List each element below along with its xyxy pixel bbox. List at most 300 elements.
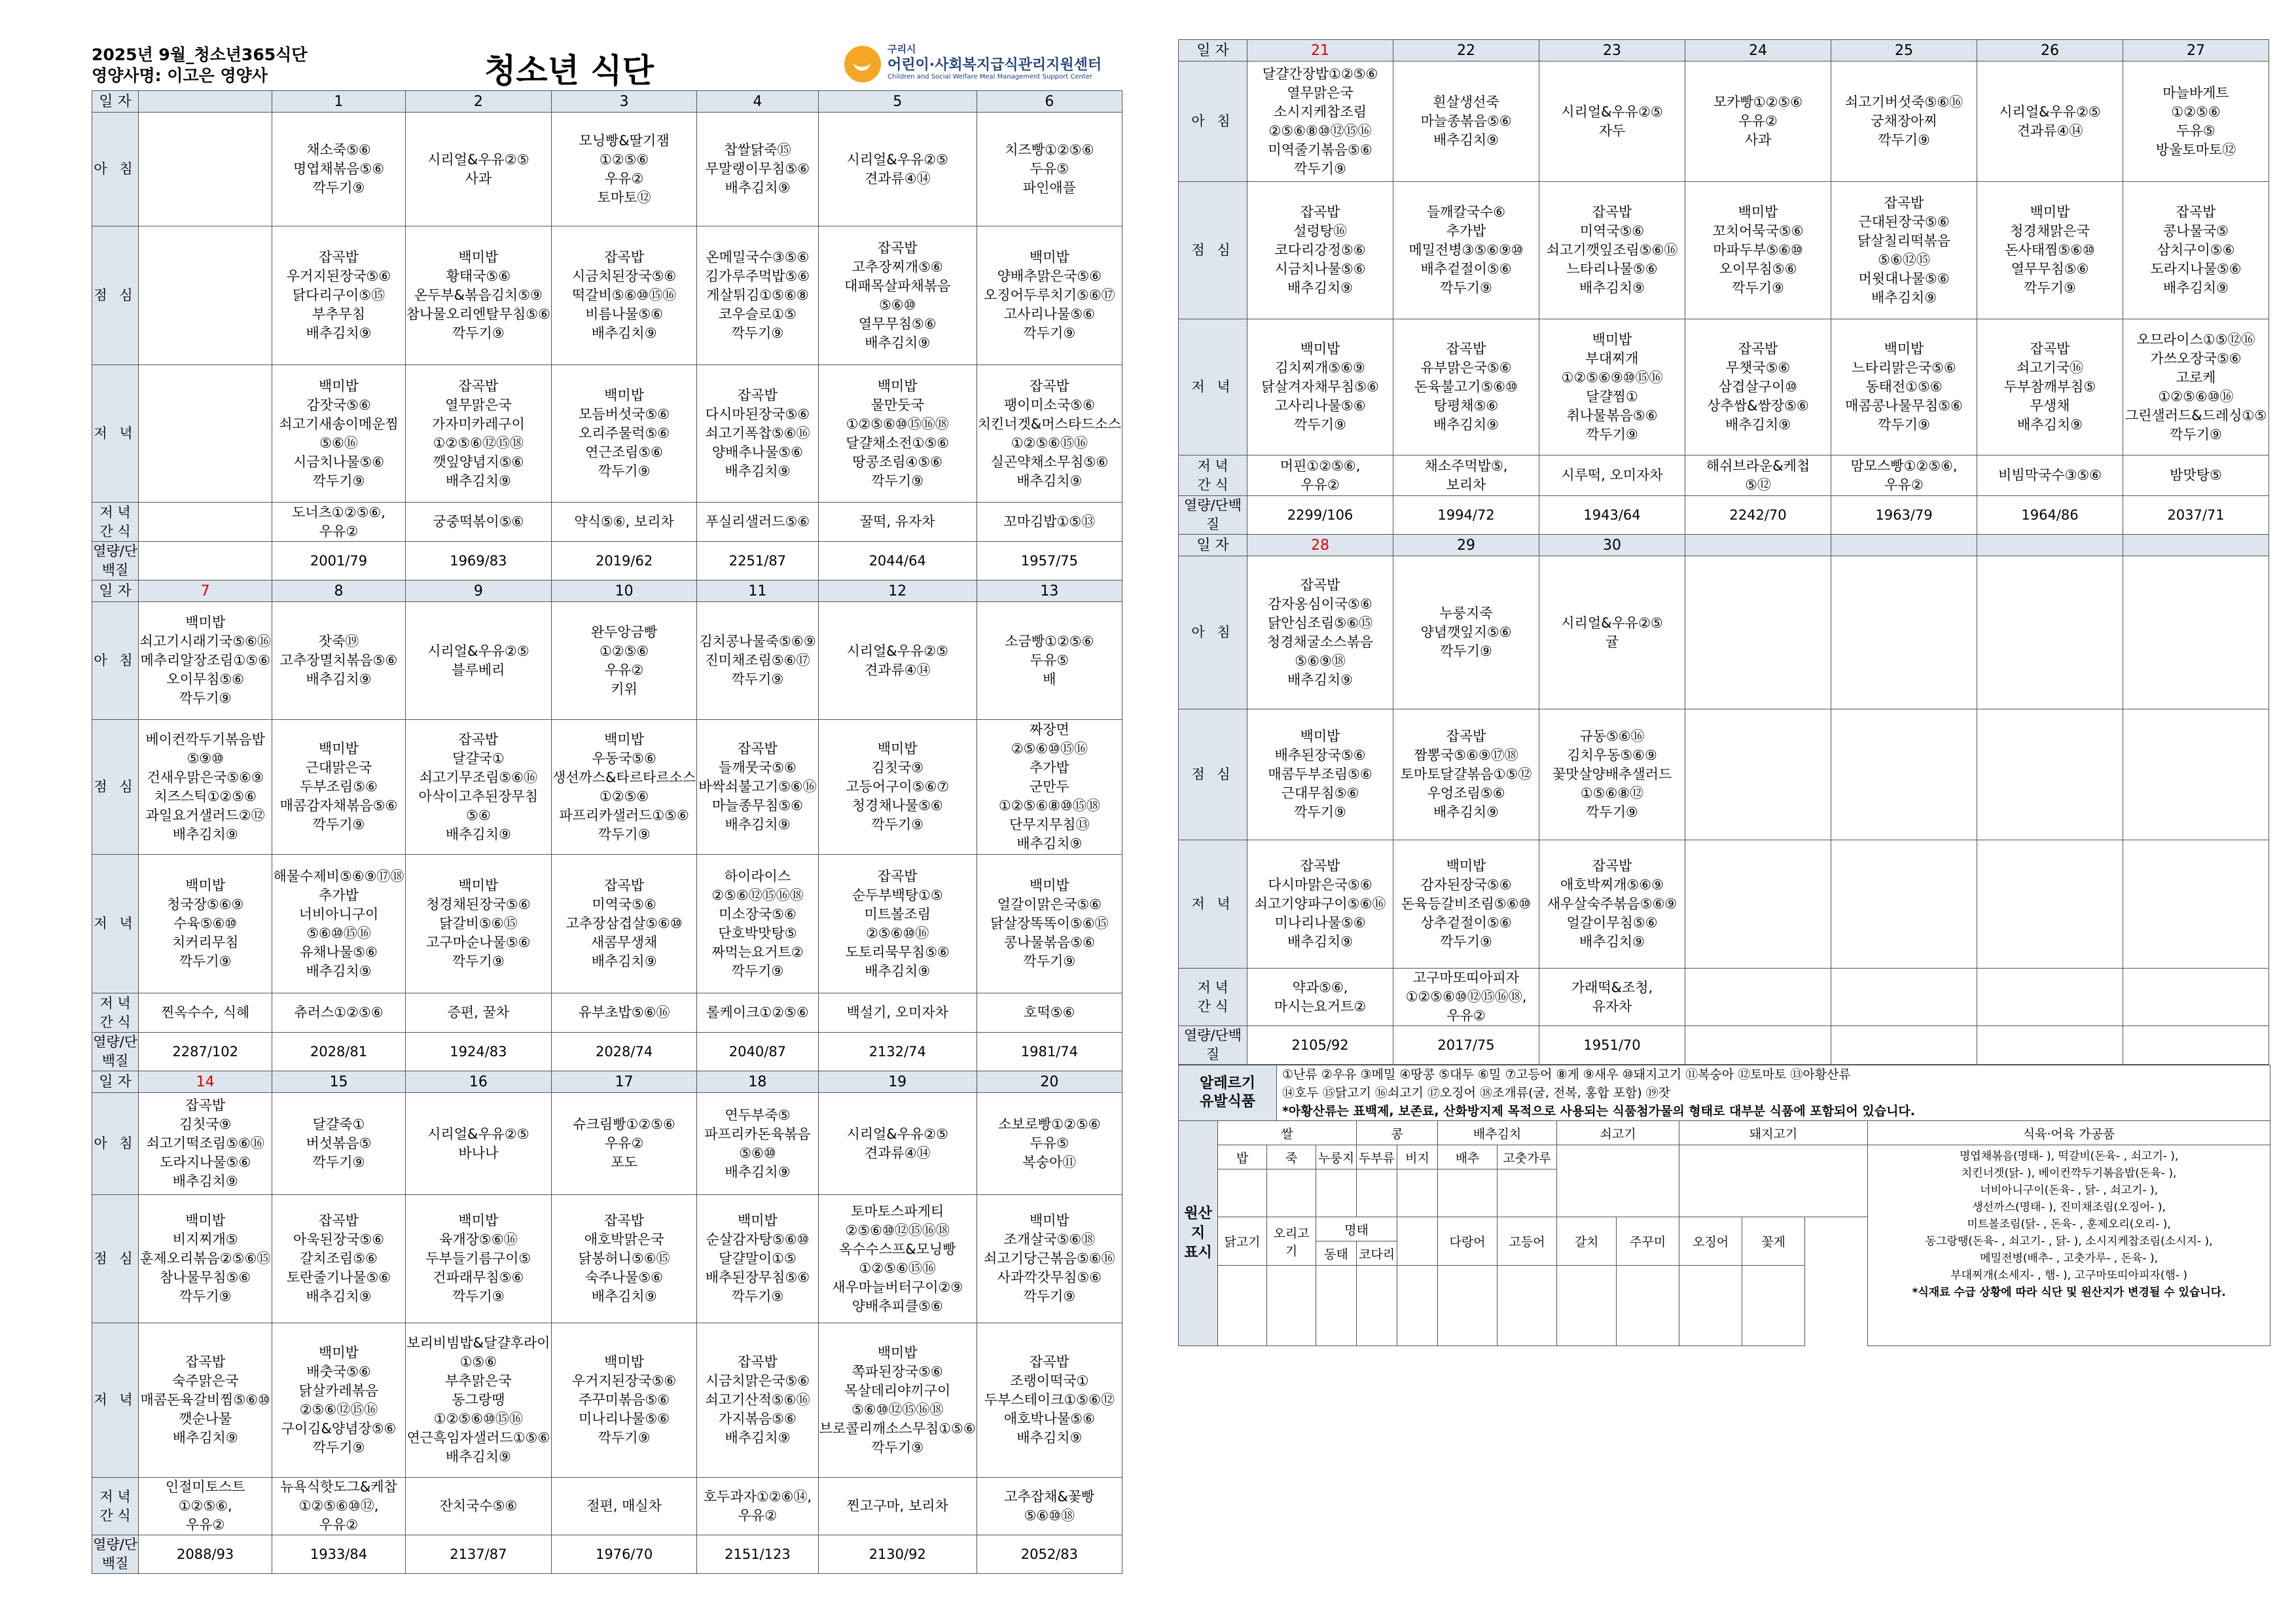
menu-line: 미역국⑤⑥ xyxy=(592,897,656,912)
dinner-cell xyxy=(818,365,977,503)
menu-table-left xyxy=(92,90,1122,1574)
menu-line: 잡곡밥 xyxy=(1738,341,1778,357)
menu-line: 달걀죽① xyxy=(312,1116,365,1132)
menu-line: 뉴욕식핫도그&케찹 xyxy=(280,1479,397,1495)
menu-line: 열무무침⑤⑥ xyxy=(858,315,937,332)
lunch-row xyxy=(92,226,1122,365)
menu-line: 잡곡밥 xyxy=(877,240,918,256)
menu-line: 토란줄기나물⑤⑥ xyxy=(286,1270,391,1285)
menu-line: 유채나물⑤⑥ xyxy=(300,944,378,960)
dinner-label xyxy=(92,365,139,503)
date-cell: 27 xyxy=(2123,40,2269,62)
menu-line: 명엽채볶음⑤⑥ xyxy=(293,161,385,177)
date-cell: 1 xyxy=(272,91,405,113)
menu-line: 꼬마김밥①⑤⑬ xyxy=(1003,514,1096,529)
menu-line: 저 녁 xyxy=(99,504,131,520)
snack-cell xyxy=(139,503,272,542)
menu-line: 깍두기⑨ xyxy=(1586,804,1638,820)
menu-line: 실곤약채소무침⑤⑥ xyxy=(990,454,1109,470)
menu-line: 단호박맛탕⑤ xyxy=(718,925,797,941)
menu-line: 잡곡밥 xyxy=(185,1097,226,1113)
menu-line: 시금치나물⑤⑥ xyxy=(293,454,385,470)
kcal-cell: 2242/70 xyxy=(1685,496,1831,535)
menu-line: 백미밥 xyxy=(319,1344,359,1361)
menu-line: 백미밥 xyxy=(319,741,359,757)
menu-line: 소금빵①②⑤⑥ xyxy=(1005,633,1094,649)
lunch-cell xyxy=(1247,709,1393,840)
menu-line: 마파두부⑤⑥⑩ xyxy=(1713,242,1803,258)
snack-cell xyxy=(977,993,1122,1033)
menu-line: 애호박찌개⑤⑥⑨ xyxy=(1560,877,1664,893)
menu-line: 돈사태찜⑤⑥⑩ xyxy=(2005,242,2095,258)
breakfast-cell xyxy=(405,113,551,226)
menu-line: 삼치구이⑤⑥ xyxy=(2157,242,2235,258)
menu-line: 잡곡밥 xyxy=(319,249,359,265)
menu-line: ①②⑤⑥⑮⑯ xyxy=(1011,435,1088,451)
menu-line: 가지볶음⑤⑥ xyxy=(719,1411,797,1427)
menu-line: 근대된장국⑤⑥ xyxy=(1858,213,1950,230)
lunch-cell xyxy=(1539,709,1685,840)
menu-line: ⑤⑥⑩ xyxy=(739,1145,776,1161)
lunch-cell xyxy=(1393,709,1539,840)
menu-line: 가쓰오장국⑤⑥ xyxy=(2150,350,2242,366)
menu-line: 잡곡밥 xyxy=(458,378,499,394)
menu-line: ①②⑤⑥⑮⑯ xyxy=(859,1260,936,1276)
dinner-cell xyxy=(139,365,272,503)
origin-biji: 비지 xyxy=(1397,1145,1438,1169)
kcal-cell: 2037/71 xyxy=(2123,496,2269,535)
menu-line: ①②⑤⑥, xyxy=(178,1498,232,1514)
origin-dagwaeo: 다랑어 xyxy=(1438,1217,1498,1266)
menu-line: 군만두 xyxy=(1029,779,1069,794)
menu-line: 시리얼&우유②⑤ xyxy=(427,1126,529,1142)
menu-line: 깻잎양념지⑤⑥ xyxy=(433,454,524,470)
snack-label xyxy=(1179,455,1247,496)
dinner-cell xyxy=(1685,319,1831,455)
menu-line: 백미밥 xyxy=(185,615,226,630)
origin-mackerel: 고등어 xyxy=(1498,1217,1557,1266)
menu-line: 잡곡밥 xyxy=(604,878,644,893)
lunch-cell xyxy=(2123,182,2269,319)
lunch-cell xyxy=(1685,182,1831,319)
origin-bean-header: 콩 xyxy=(1357,1121,1438,1145)
menu-line: 저 녁 xyxy=(94,916,137,931)
menu-line: 시루떡, 오미자차 xyxy=(1561,467,1663,483)
lunch-row xyxy=(1179,182,2269,319)
kcal-row xyxy=(92,1535,1122,1574)
menu-line: 방울토마토⑫ xyxy=(2155,141,2236,158)
date-cell: 11 xyxy=(697,580,818,602)
menu-line: 간 식 xyxy=(1197,476,1229,493)
menu-line: 배추김치⑨ xyxy=(306,963,372,979)
menu-line: 잡곡밥 xyxy=(185,1354,226,1370)
menu-line: 배추김치⑨ xyxy=(445,826,511,842)
menu-line: 배추김치⑨ xyxy=(2163,280,2229,296)
menu-line: ①②⑤⑥⑫⑮⑱ xyxy=(433,435,524,451)
menu-line: 깍두기⑨ xyxy=(1440,643,1492,659)
menu-line: 깍두기⑨ xyxy=(598,463,651,479)
menu-line: 백미밥 xyxy=(604,731,644,747)
menu-line: 꿀떡, 유자차 xyxy=(859,514,935,529)
menu-line: 잔치국수⑤⑥ xyxy=(439,1498,518,1514)
kcal-cell: 2028/81 xyxy=(272,1033,405,1071)
menu-line: 백미밥 xyxy=(877,378,918,394)
origin-mackerel-value xyxy=(1498,1266,1557,1346)
lunch-row xyxy=(1179,709,2269,840)
date-cell: 2 xyxy=(405,91,551,113)
menu-line: 모닝빵&딸기잼 xyxy=(579,132,670,149)
dinner-cell xyxy=(2123,840,2269,969)
menu-line: 점 심 xyxy=(1191,766,1234,782)
menu-line: 배추된장무침⑤⑥ xyxy=(705,1270,810,1285)
menu-line: 양념깻잎지⑤⑥ xyxy=(1420,624,1512,640)
breakfast-cell xyxy=(2123,556,2269,709)
dinner-label xyxy=(92,1323,139,1478)
menu-line: 채소주먹밥⑤, xyxy=(1424,457,1508,474)
snack-cell xyxy=(697,503,818,542)
kcal-cell: 2151/123 xyxy=(697,1535,818,1574)
menu-line: 깍두기⑨ xyxy=(731,963,784,979)
breakfast-label xyxy=(1179,62,1247,182)
dinner-cell xyxy=(551,365,696,503)
menu-line: 고로케 xyxy=(2176,369,2216,385)
kcal-cell xyxy=(1685,1026,1831,1065)
kcal-cell: 1943/64 xyxy=(1539,496,1685,535)
menu-line: 진미채조림⑤⑥⑰ xyxy=(705,652,810,668)
menu-line: 배추김치⑨ xyxy=(591,954,657,969)
menu-line: 부추무침 xyxy=(312,306,366,322)
dietitian-name: 영양사명: 이고은 영양사 xyxy=(92,66,268,85)
lunch-label xyxy=(92,1195,139,1323)
date-cell: 26 xyxy=(1977,40,2123,62)
menu-line: 토마토⑫ xyxy=(597,189,651,205)
menu-line: 김칫국⑨ xyxy=(871,760,924,776)
menu-line: 근대무침⑤⑥ xyxy=(1281,785,1359,801)
breakfast-cell xyxy=(1831,62,1977,182)
kcal-cell: 1933/84 xyxy=(272,1535,405,1574)
menu-line: 아 침 xyxy=(94,1135,137,1151)
kcal-cell: 2105/92 xyxy=(1247,1026,1393,1065)
menu-line: 호두과자①②⑥⑭, xyxy=(703,1488,812,1505)
breakfast-cell xyxy=(1831,556,1977,709)
menu-line: 점 심 xyxy=(94,1251,137,1266)
allergy-line-2: ⑭호두 ⑮닭고기 ⑯쇠고기 ⑰오징어 ⑱조개류(굴, 전복, 홍합 포함) ⑲잣 xyxy=(1282,1086,1671,1100)
dinner-cell xyxy=(977,365,1122,503)
menu-line: 간 식 xyxy=(99,1014,131,1030)
origin-bap-value xyxy=(1218,1169,1267,1217)
menu-line: 온두부&볶음김치⑤⑨ xyxy=(414,287,543,303)
lunch-cell xyxy=(697,720,818,855)
dinner-cell xyxy=(1393,840,1539,969)
menu-line: 저 녁 xyxy=(94,425,137,441)
menu-line: 백미밥 xyxy=(604,387,644,403)
right-panel xyxy=(1178,39,2270,1346)
menu-line: 깍두기⑨ xyxy=(598,826,651,842)
menu-line: 베이컨깍두기볶음밥 xyxy=(145,731,265,747)
menu-line: 깍두기⑨ xyxy=(871,473,924,489)
page-title: 청소년 식단 xyxy=(484,52,654,90)
dinner-label xyxy=(1179,840,1247,969)
menu-line: 쇠고기폭찹⑤⑥⑯ xyxy=(705,425,810,441)
menu-line: 잡곡밥 xyxy=(2030,341,2070,357)
snack-cell xyxy=(1685,455,1831,496)
menu-line: 하이라이스 xyxy=(724,868,791,884)
menu-line: 애호박맑은국 xyxy=(584,1232,664,1247)
menu-line: ⑤⑨⑩ xyxy=(187,750,224,766)
kcal-cell xyxy=(1977,1026,2123,1065)
snack-label xyxy=(92,993,139,1033)
menu-line: 깍두기⑨ xyxy=(312,473,365,489)
breakfast-cell xyxy=(977,1093,1122,1195)
date-cell xyxy=(139,91,272,113)
menu-line: 달걀간장밥①②⑤⑥ xyxy=(1262,65,1378,82)
kcal-cell: 1964/86 xyxy=(1977,496,2123,535)
dinner-cell xyxy=(1977,319,2123,455)
menu-line: 머핀①②⑤⑥, xyxy=(1280,457,1361,474)
menu-line: 백미밥 xyxy=(877,741,918,757)
menu-line: 배 xyxy=(1043,671,1056,687)
date-row xyxy=(92,91,1122,113)
menu-line: 배추김치⑨ xyxy=(725,1430,791,1446)
snack-cell xyxy=(1539,969,1685,1026)
origin-dagwaeo-value xyxy=(1438,1266,1498,1346)
menu-line: 감잣국⑤⑥ xyxy=(306,397,371,413)
menu-line: 쇠고기산적⑤⑥⑯ xyxy=(705,1392,810,1408)
lunch-cell xyxy=(1831,182,1977,319)
lunch-cell xyxy=(977,720,1122,855)
menu-line: 마늘종무침⑤⑥ xyxy=(711,798,803,813)
menu-line: 간 식 xyxy=(99,523,131,539)
date-cell: 16 xyxy=(405,1071,551,1093)
menu-line: 보리비빔밥&달걀후라이 xyxy=(406,1335,550,1351)
menu-line: 시금치맑은국⑤⑥ xyxy=(705,1373,810,1389)
menu-line: 달걀국① xyxy=(452,750,505,766)
snack-cell xyxy=(405,503,551,542)
snack-cell xyxy=(272,503,405,542)
menu-line: 떡갈비⑤⑥⑩⑮⑯ xyxy=(571,287,677,303)
menu-line: 돈육등갈비조림⑤⑥⑩ xyxy=(1401,896,1532,912)
menu-line: 매콤콩나물무침⑤⑥ xyxy=(1845,398,1963,414)
date-cell: 23 xyxy=(1539,40,1685,62)
origin-nurungji: 누룽지 xyxy=(1316,1145,1357,1169)
menu-line: 파프리카돈육볶음 xyxy=(704,1126,811,1142)
snack-cell xyxy=(1831,969,1977,1026)
kcal-cell: 1963/79 xyxy=(1831,496,1977,535)
menu-line: 느타리나물⑤⑥ xyxy=(1566,261,1658,277)
menu-line: 우유② xyxy=(604,662,644,678)
dinner-cell xyxy=(1247,319,1393,455)
menu-line: 미역줄기볶음⑤⑥ xyxy=(1268,141,1372,158)
breakfast-label xyxy=(92,1093,139,1195)
breakfast-cell xyxy=(1539,556,1685,709)
menu-line: 목살데리야끼구이 xyxy=(844,1382,951,1399)
menu-line: 깍두기⑨ xyxy=(731,325,784,341)
menu-line: 시리얼&우유②⑤ xyxy=(1561,103,1663,120)
snack-row xyxy=(92,503,1122,542)
breakfast-cell xyxy=(818,1093,977,1195)
dinner-cell xyxy=(1685,840,1831,969)
menu-line: 배추김치⑨ xyxy=(1287,280,1353,296)
date-cell: 14 xyxy=(139,1071,272,1093)
menu-line: 버섯볶음⑤ xyxy=(306,1135,372,1151)
kcal-row xyxy=(1179,1026,2269,1065)
menu-line: 깍두기⑨ xyxy=(1023,325,1076,341)
menu-line: 소보로빵①②⑤⑥ xyxy=(998,1116,1101,1132)
menu-line: 육개장⑤⑥⑯ xyxy=(439,1232,518,1247)
snack-cell xyxy=(697,993,818,1033)
kcal-cell: 1976/70 xyxy=(551,1535,696,1574)
date-cell: 18 xyxy=(697,1071,818,1093)
menu-line: 배추김치⑨ xyxy=(1871,289,1937,306)
menu-line: ①②⑤⑥⑧⑩⑮⑱ xyxy=(998,798,1100,813)
date-cell: 4 xyxy=(697,91,818,113)
origin-hairtail-value xyxy=(1557,1266,1617,1346)
snack-cell xyxy=(818,993,977,1033)
lunch-cell xyxy=(977,1195,1122,1323)
menu-line: 미트볼조림 xyxy=(864,906,931,922)
lunch-cell xyxy=(405,720,551,855)
origin-nurungji-value xyxy=(1316,1169,1357,1217)
menu-line: 아 침 xyxy=(94,652,137,668)
menu-line: 깍두기⑨ xyxy=(312,1439,365,1455)
dinner-cell xyxy=(139,1323,272,1478)
menu-line: 건파래무침⑤⑥ xyxy=(433,1270,524,1285)
menu-line: 깍두기⑨ xyxy=(179,690,232,706)
breakfast-cell xyxy=(139,602,272,720)
menu-line: 부대찌개 xyxy=(1585,350,1639,366)
menu-line: 마늘종볶음⑤⑥ xyxy=(1420,113,1512,129)
menu-line: 두부참깨부침⑤ xyxy=(2003,379,2096,395)
breakfast-cell xyxy=(818,602,977,720)
kcal-cell: 2130/92 xyxy=(818,1535,977,1574)
menu-line: 우유② xyxy=(319,523,359,539)
breakfast-cell xyxy=(977,602,1122,720)
menu-line: 배추김치⑨ xyxy=(1287,671,1353,688)
menu-line: 배추김치⑨ xyxy=(172,1430,238,1446)
breakfast-cell xyxy=(405,1093,551,1195)
dinner-row xyxy=(1179,319,2269,455)
menu-line: 배추김치⑨ xyxy=(445,473,511,489)
breakfast-row xyxy=(92,1093,1122,1195)
menu-line: 새콤무생채 xyxy=(590,935,658,950)
menu-line: 비지찌개⑤ xyxy=(172,1232,238,1247)
menu-line: 잡곡밥 xyxy=(319,1213,359,1228)
menu-line: 양배추피클⑤⑥ xyxy=(852,1298,943,1314)
snack-cell xyxy=(551,503,696,542)
menu-line: 쪽파된장국⑤⑥ xyxy=(852,1363,943,1380)
lunch-cell xyxy=(1831,709,1977,840)
menu-line: 두부스테이크①⑤⑥⑫ xyxy=(984,1392,1115,1408)
menu-line: 잡곡밥 xyxy=(1592,204,1632,220)
menu-line: 동그랑땡 xyxy=(452,1392,505,1408)
menu-line: 닭살칠리떡볶음 xyxy=(1857,232,1950,249)
menu-line: 배추김치⑨ xyxy=(172,826,238,842)
menu-line: 열무맑은국 xyxy=(1287,84,1354,101)
menu-line: 오이무침⑤⑥ xyxy=(166,671,245,687)
menu-line: 백미밥 xyxy=(185,1213,226,1228)
menu-line: ②⑤⑥⑩⑮⑯ xyxy=(1011,741,1088,757)
menu-line: 감자된장국⑤⑥ xyxy=(1420,877,1512,893)
menu-line: 고사리나물⑤⑥ xyxy=(1274,398,1366,414)
menu-line: 백미밥 xyxy=(458,878,499,893)
menu-line: 참나물오리엔탈무침⑤⑥ xyxy=(406,306,550,322)
logo-english: Children and Social Welfare Meal Management Support Center xyxy=(888,73,1092,80)
breakfast-cell xyxy=(272,113,405,226)
center-logo xyxy=(844,42,1119,88)
menu-line: 시리얼&우유②⑤ xyxy=(427,151,529,168)
menu-line: ⑤⑥⑫⑮ xyxy=(1878,251,1930,268)
menu-line: 들깨뭇국⑤⑥ xyxy=(719,760,797,776)
menu-line: 우유② xyxy=(1300,476,1340,493)
origin-beef-value xyxy=(1557,1145,1679,1217)
lunch-cell xyxy=(1977,709,2123,840)
menu-line: 김가루주먹밥⑤⑥ xyxy=(705,268,810,284)
kcal-cell: 2132/74 xyxy=(818,1033,977,1071)
menu-line: 청경채맑은국 xyxy=(2010,223,2090,239)
menu-line: 도토리묵무침⑤⑥ xyxy=(845,944,950,960)
breakfast-cell xyxy=(1685,62,1831,182)
menu-line: 깍두기⑨ xyxy=(1023,954,1076,969)
origin-squid: 오징어 xyxy=(1679,1217,1742,1266)
origin-hairtail: 갈치 xyxy=(1557,1217,1617,1266)
allergy-line-1: ①난류 ②우유 ③메밀 ④땅콩 ⑤대두 ⑥밀 ⑦고등어 ⑧게 ⑨새우 ⑩돼지고기 ⑪복숭아 ⑫토마토 ⑬아황산류 xyxy=(1282,1067,1851,1082)
menu-line: 꼬치어묵국⑤⑥ xyxy=(1712,223,1804,239)
dinner-cell xyxy=(2123,319,2269,455)
menu-line: 저 녁 xyxy=(1197,457,1229,474)
menu-line: 새우마늘버터구이②⑨ xyxy=(832,1279,963,1295)
menu-line: 닭다리구이⑤⑮ xyxy=(292,287,386,303)
menu-line: 깍두기⑨ xyxy=(2024,280,2076,296)
origin-pork-value xyxy=(1679,1145,1868,1217)
menu-line: 얼갈이무침⑤⑥ xyxy=(1566,915,1658,931)
menu-line: ①②⑤⑥⑨⑩⑮⑯ xyxy=(1561,369,1663,385)
menu-line: 깍두기⑨ xyxy=(1294,160,1346,177)
origin-spacer xyxy=(1397,1217,1438,1266)
menu-line: 닭살겨자채무침⑤⑥ xyxy=(1261,379,1379,395)
menu-line: 점 심 xyxy=(1191,242,1234,258)
menu-line: 달걀찜① xyxy=(1586,388,1638,404)
menu-line: 우유② xyxy=(1446,1008,1486,1024)
menu-line: 쇠고기시래기국⑤⑥⑯ xyxy=(139,633,271,649)
snack-cell xyxy=(139,1478,272,1535)
menu-line: ①②⑤⑥ xyxy=(2171,103,2221,120)
kcal-row xyxy=(92,542,1122,580)
menu-line: 배추김치⑨ xyxy=(591,1289,657,1304)
menu-line: 아욱된장국⑤⑥ xyxy=(293,1232,385,1247)
menu-line: 쇠고기버섯죽⑤⑥⑯ xyxy=(1844,94,1964,110)
menu-line: 애호박나물⑤⑥ xyxy=(1003,1411,1095,1427)
date-cell: 30 xyxy=(1539,535,1685,556)
date-cell: 22 xyxy=(1393,40,1539,62)
menu-line: ⑤⑥⑩⑫⑮⑯⑱ xyxy=(851,1401,944,1418)
lunch-cell xyxy=(1685,709,1831,840)
breakfast-row xyxy=(92,113,1122,226)
menu-line: 시금치나물⑤⑥ xyxy=(1274,261,1366,277)
kcal-cell xyxy=(139,542,272,580)
snack-cell xyxy=(1247,455,1393,496)
menu-line: 인절미토스트 xyxy=(165,1479,245,1495)
kcal-cell xyxy=(1831,1026,1977,1065)
menu-line: 백미밥 xyxy=(458,249,499,265)
menu-line: ①⑤⑥ xyxy=(459,1354,497,1370)
menu-line: ②⑤⑥⑫⑮⑯ xyxy=(299,1401,378,1418)
menu-line: 배춧국⑤⑥ xyxy=(306,1363,371,1380)
kcal-cell: 2137/87 xyxy=(405,1535,551,1574)
menu-line: 배추된장국⑤⑥ xyxy=(1274,747,1366,763)
menu-line: 찐옥수수, 식혜 xyxy=(161,1005,250,1020)
dinner-cell xyxy=(405,855,551,993)
menu-line: 시리얼&우유②⑤ xyxy=(846,1126,948,1142)
